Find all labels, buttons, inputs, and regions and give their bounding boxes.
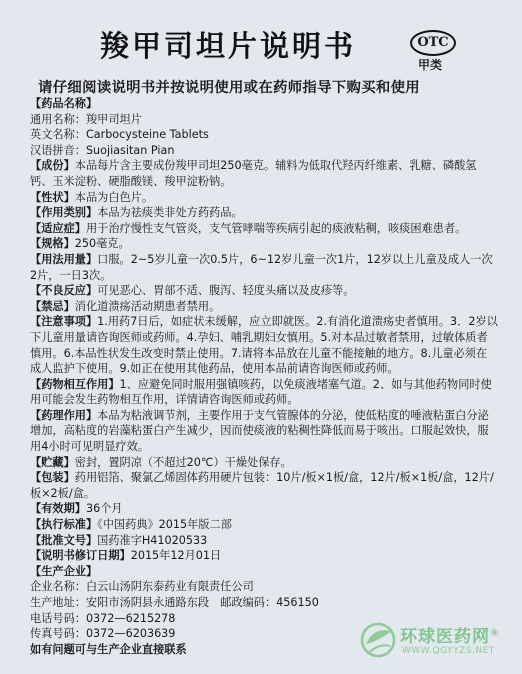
validity-text: 36个月 <box>85 502 123 516</box>
manufacturer-phone: 电话号码：0372—6215278 <box>30 611 176 625</box>
manufacturer-address: 生产地址：安阳市汤阴县永通路东段 邮政编码：456150 <box>30 596 319 609</box>
generic-name: 通用名称：羧甲司坦片 <box>30 112 142 126</box>
page-title: 羧甲司坦片说明书 <box>100 29 357 63</box>
approval-text: 国药准字H41020533 <box>97 533 208 547</box>
category-section <box>30 205 498 221</box>
otc-badge: OTC <box>410 30 456 56</box>
globe-leaf-icon <box>358 620 398 660</box>
dosage-section <box>30 252 498 283</box>
pinyin-name: 汉语拼音：Suojiasitan Pian <box>30 143 175 157</box>
english-name: 英文名称：Carbocysteine Tablets <box>30 128 209 142</box>
indications-text: 用于治疗慢性支气管炎，支气管哮喘等疾病引起的痰液粘稠，咳痰困难患者。 <box>85 221 467 235</box>
package-heading: 【包装】 <box>30 471 75 485</box>
precautions-text: 1.用药7日后，如症状未缓解，应立即就医。2.有消化道溃疡史者慎用。3．2岁以下儿童用量请咨询医师或药师。4.孕妇、哺乳期妇女慎用。5.对本品过敏者禁用，过敏体质者慎用。6.本品性状发生改变时禁止使用。7.请将本品放在儿童不能接触的地方。8.儿童必须在成人监护下使用。9.如正在使用其他药品，使用本品前请咨询医师或药师。 <box>30 315 498 376</box>
watermark-brand: 环球医药网® <box>400 627 500 647</box>
contraindications-section <box>30 299 498 315</box>
precautions-section <box>30 314 498 376</box>
appearance-text: 本品为白色片。 <box>74 190 154 204</box>
pharmacology-heading: 【药理作用】 <box>30 408 98 422</box>
standard-heading: 【执行标准】 <box>30 518 98 532</box>
storage-section <box>30 455 498 471</box>
interactions-section <box>30 377 498 408</box>
standard-text: 《中国药典》2015年版二部 <box>97 518 232 532</box>
manufacturer-name: 企业名称：白云山汤阴东泰药业有限责任公司 <box>30 580 254 594</box>
manufacturer-heading: 【生产企业】 <box>30 564 98 578</box>
interactions-heading: 【药物相互作用】 <box>30 377 120 391</box>
specification-section <box>30 236 498 252</box>
ingredients-text: 本品每片含主要成份羧甲司坦250毫克。辅料为低取代羟丙纤维素、乳糖、磷酸氢钙、玉米淀粉、硬脂酸镁、羧甲淀粉钠。 <box>30 159 477 188</box>
indications-heading: 【适应症】 <box>30 221 86 235</box>
interactions-text: 1、应避免同时服用强镇咳药，以免痰液堵塞气道。2、如与其他药物同时使用可能会发生药物相互作用，详情请咨询医师或药师。 <box>30 377 492 407</box>
manufacturer-fax: 传真号码：0372—6203639 <box>30 627 176 641</box>
dosage-heading: 【用法用量】 <box>30 252 98 266</box>
manufacturer-footer: 如有问题可与生产企业直接联系 <box>30 642 187 656</box>
watermark-url: WWW.QGYYZS.NET <box>402 646 495 656</box>
subtitle: 请仔细阅读说明书并按说明使用或在药师指导下购买和使用 <box>38 80 420 96</box>
contraindications-text: 消化道溃疡活动期患者禁用。 <box>74 299 221 313</box>
category-heading: 【作用类别】 <box>30 206 98 220</box>
leaflet-body <box>30 96 498 657</box>
adverse-section <box>30 283 498 299</box>
adverse-heading: 【不良反应】 <box>30 284 98 298</box>
indications-section <box>30 221 498 237</box>
drug-name-heading: 【药品名称】 <box>30 97 98 110</box>
standard-section <box>30 517 498 533</box>
pharmacology-text: 本品为粘液调节剂，主要作用于支气管腺体的分泌，使低粘度的唾液粘蛋白分泌增加，高粘度的岩藻粘蛋白产生减少，因而使痰液的粘稠性降低而易于咳出。口服起效快，服用4小时可见明显疗效。 <box>30 408 489 454</box>
revision-section <box>30 548 498 564</box>
contraindications-heading: 【禁忌】 <box>30 299 75 313</box>
watermark <box>356 620 516 666</box>
package-section <box>30 470 498 501</box>
package-text: 药用铝箔、聚氯乙烯固体药用硬片包装：10片/板×1板/盒，12片/板×1板/盒，12片/板×2板/盒。 <box>30 471 494 500</box>
ingredients-section <box>30 158 498 189</box>
validity-heading: 【有效期】 <box>30 502 86 516</box>
specification-heading: 【规格】 <box>30 237 75 251</box>
otc-class-label: 甲类 <box>418 58 443 72</box>
revision-heading: 【说明书修订日期】 <box>30 549 131 563</box>
appearance-heading: 【性状】 <box>30 190 75 204</box>
approval-section <box>30 533 498 549</box>
revision-text: 2015年12月01日 <box>130 549 222 563</box>
pharmacology-section <box>30 408 498 455</box>
precautions-heading: 【注意事项】 <box>30 315 98 329</box>
validity-section <box>30 501 498 517</box>
approval-heading: 【批准文号】 <box>30 533 98 547</box>
specification-text: 250毫克。 <box>74 237 130 251</box>
appearance-section <box>30 190 498 206</box>
adverse-text: 可见恶心、胃部不适、腹泻、轻度头痛以及皮疹等。 <box>97 284 355 298</box>
ingredients-heading: 【成份】 <box>30 159 75 173</box>
category-text: 本品为祛痰类非处方药药品。 <box>97 206 243 220</box>
storage-text: 密封，置阴凉（不超过20℃）干燥处保存。 <box>74 455 292 469</box>
dosage-text: 口服。2~5岁儿童一次0.5片，6~12岁儿童一次1片，12岁以上儿童及成人一次2片，一日3次。 <box>30 252 493 282</box>
storage-heading: 【贮藏】 <box>30 455 75 469</box>
